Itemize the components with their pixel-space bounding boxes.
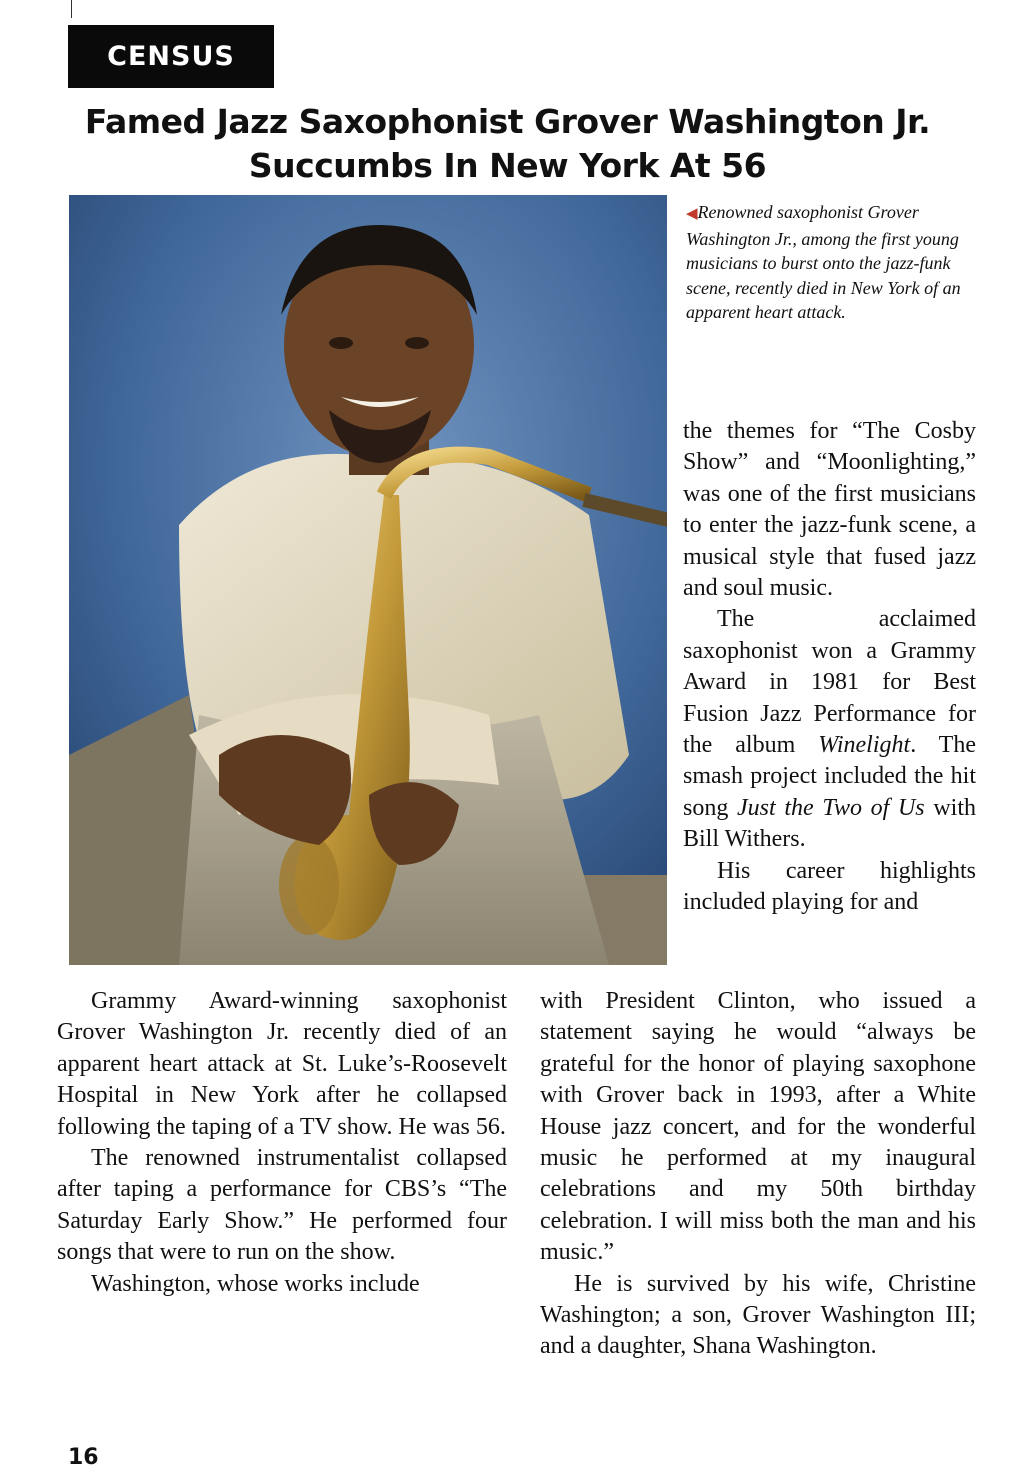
- song-title: Just the Two of Us: [737, 794, 925, 821]
- text-span: with Bill Withers.: [683, 794, 977, 853]
- text-span: . The smash project included the hit song: [683, 732, 976, 821]
- headline-line-1: Famed Jazz Saxophonist Grover Washington Jr.: [84, 102, 931, 141]
- article-paragraph: with President Clinton, who issued a statement saying he would “always be grateful for the honor of playing saxophone with Grover back in 1993, after a White House jazz concert, and for the wonderful music he performed at my inaugural celebrations and my 50th birthday celebration. I will miss both the man and his music.”: [540, 988, 976, 1266]
- article-paragraph: Washington, whose works include: [91, 1270, 420, 1297]
- headline: [60, 100, 955, 188]
- article-paragraph: He is survived by his wife, Christine Washington; a son, Grover Washington III; and a daughter, Shana Washington.: [540, 1270, 976, 1360]
- text-span: The acclaimed saxophonist won a Grammy Award in 1981 for Best Fusion Jazz Performance for the album: [683, 606, 976, 759]
- article-column-2: [683, 416, 976, 919]
- portrait-photo: [69, 195, 667, 965]
- page-number: 16: [68, 1445, 99, 1470]
- article-column-1: [57, 986, 507, 1300]
- caption-text: Renowned saxophonist Grover Washington Jr., among the first young musicians to burst onto the jazz-funk scene, recently died in New York of an apparent heart attack.: [686, 202, 961, 323]
- section-label: CENSUS: [68, 25, 274, 88]
- article-paragraph: Grammy Award-winning saxophonist Grover Washington Jr. recently died of an apparent heart attack at St. Luke’s-Roosevelt Hospital in New York after he collapsed following the taping of a TV show. He was 56.: [57, 988, 507, 1140]
- caption-marker-icon: ◀: [686, 206, 698, 222]
- article-column-3: [540, 986, 976, 1363]
- photo-caption: [686, 200, 971, 325]
- album-title: Winelight: [818, 732, 911, 759]
- portrait-saxophonist-icon: [69, 195, 667, 965]
- crop-mark: [71, 0, 72, 18]
- headline-line-2: Succumbs In New York At 56: [248, 146, 767, 185]
- article-paragraph: His career highlights included playing for and: [683, 857, 976, 916]
- article-paragraph: The renowned instrumentalist collapsed after taping a performance for CBS’s “The Saturday Early Show.” He performed four songs that were to run on the show.: [57, 1145, 507, 1266]
- article-paragraph: the themes for “The Cosby Show” and “Moonlighting,” was one of the first musicians to enter the jazz-funk scene, a musical style that fused jazz and soul music.: [683, 418, 976, 602]
- article-paragraph: [683, 604, 976, 855]
